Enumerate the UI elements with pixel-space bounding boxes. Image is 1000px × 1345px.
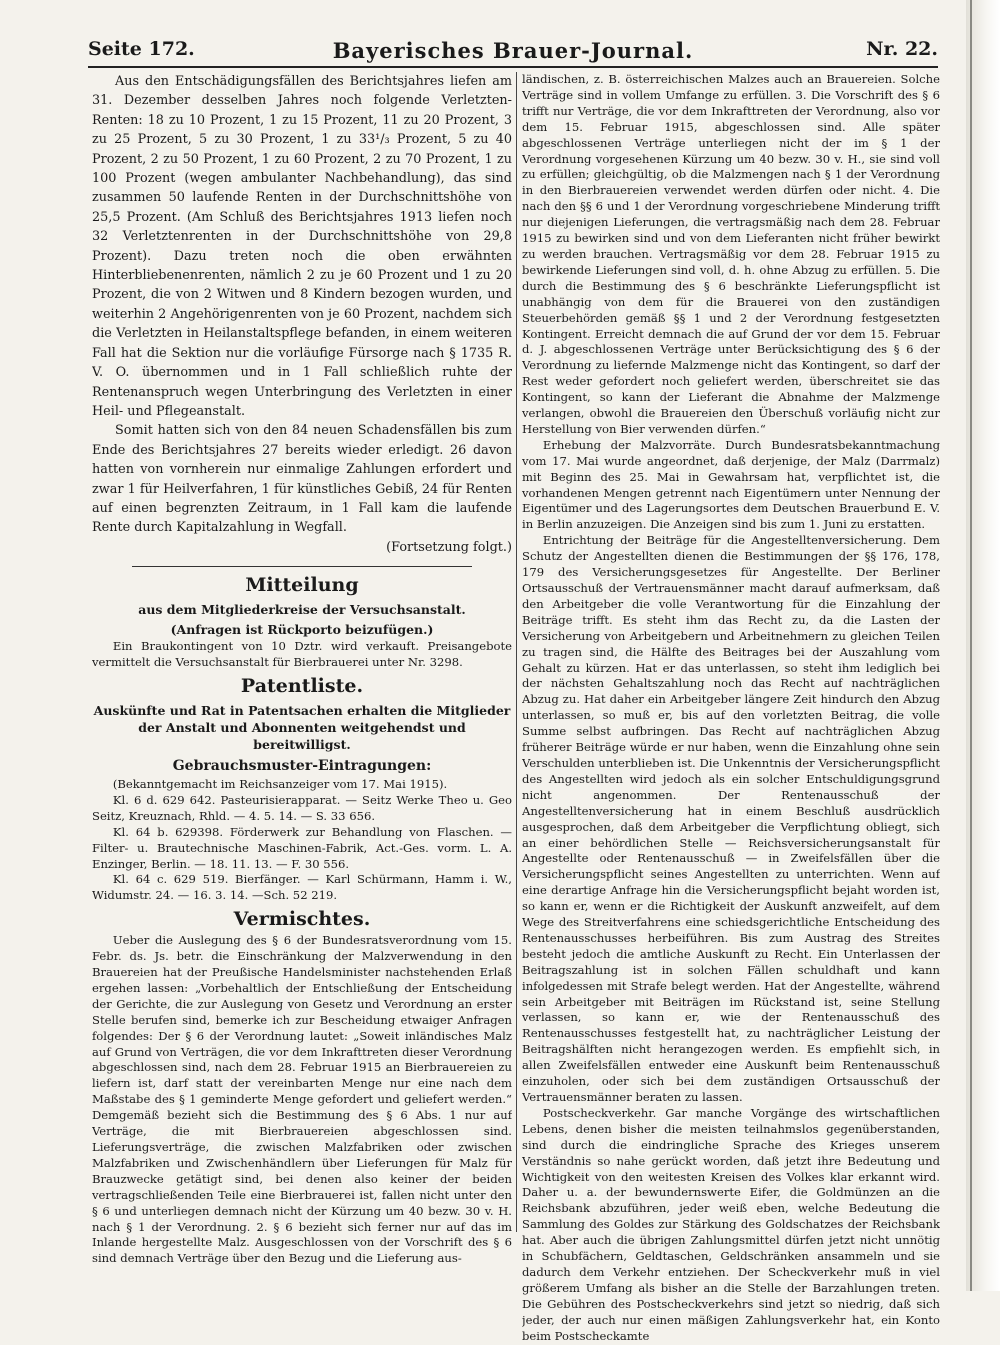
header-rule xyxy=(88,66,938,68)
section-separator xyxy=(132,566,472,567)
journal-title: Bayerisches Brauer-Journal. xyxy=(332,38,694,63)
right-column xyxy=(522,72,940,1345)
gebrauchsmuster-entry: Kl. 6 d. 629 642. Pasteurisierapparat. — Seitz Werke Theo u. Geo Seitz, Kreuznach, Rhld. — 4. 5. 14. — S. 33 656. xyxy=(92,792,512,823)
patent-info: Auskünfte und Rat in Patentsachen erhalten die Mitglieder der Anstalt und Abonnenten weitgehendst und bereitwilligst. xyxy=(93,702,511,752)
article-paragraph: Postscheckverkehr. Gar manche Vorgänge des wirtschaftlichen Lebens, denen bisher die meisten teilnahmslos gegenüberstanden, sind durch die eindringliche Sprache des Krieges unserem Verständnis so nahe gerückt worden, daß jetzt ihre Bedeutung und Wichtigkeit von den weitesten Kreisen des Volkes klar erkannt wird. Daher u. a. der bewundernswerte Eifer, die Goldmünzen an die Reichsbank abzuführen, jeder weiß eben, welche Bedeutung die Sammlung des Goldes zur Stärkung des Goldschatzes der Reichsbank hat. Aber auch die übrigen Zahlungsmittel dürfen jetzt nicht unnötig in Schubfächern, Geldtaschen, Geldschränken ansammeln und sie dadurch dem Verkehr entziehen. Der Scheckverkehr muß in viel größerem Umfang als bisher an die Stelle der Barzahlungen treten. Die Gebühren des Postscheckverkehrs sind jetzt so niedrig, daß sich jeder, der auch nur einen mäßigen Zahlungsverkehr hat, ein Konto beim Postscheckamte xyxy=(522,1105,940,1343)
vermischtes-title: Vermischtes. xyxy=(233,908,371,931)
gebrauchsmuster-title: Gebrauchsmuster-Eintragungen: xyxy=(172,757,432,774)
mitteilung-subtitle: aus dem Mitgliederkreise der Versuchsanstalt. xyxy=(138,602,466,618)
page-number: Seite 172. xyxy=(88,38,195,60)
page-edge-line xyxy=(970,0,972,1291)
mitteilung-note: (Anfragen ist Rückporto beizufügen.) xyxy=(170,622,434,638)
issue-number: Nr. 22. xyxy=(866,38,938,60)
article-paragraph: Entrichtung der Beiträge für die Angestelltenversicherung. Dem Schutz der Angestellten dienen die Bestimmungen der §§ 176, 178, 179 des Versicherungsgesetzes für Angestellte. Der Berliner Ortsausschuß der Vertrauensmänner macht darauf aufmerksam, daß den Arbeitgeber die volle Verantwortung für die Einzahlung der Beiträge trifft. Es steht ihm das Recht zu, da die Lasten der Versicherung von Arbeitgebern und Arbeitnehmern zu gleichen Teilen zu tragen sind, die Hälfte des Beitrages bei der Auszahlung vom Gehalt zu kürzen. Hat er das unterlassen, so steht ihm lediglich bei der nächsten Gehaltszahlung noch das Recht auf nachträglichen Abzug zu. Hat daher ein Arbeitgeber längere Zeit hindurch den Abzug unterlassen, so muß er, bis auf den vorletzten Beitrag, die volle Summe selbst aufbringen. Das Recht auf nachträglichen Abzug früherer Beiträge würde er nur haben, wenn die Einzahlung ohne sein Verschulden unterblieben ist. Die Unkenntnis der Versicherungspflicht des Angestellten wird jedoch als ein solcher Entschuldigungsgrund nicht angenommen. Der Rentenausschuß der Angestelltenversicherung hat in einem Beschluß ausdrücklich ausgesprochen, daß dem Arbeitgeber die Verpflichtung obliegt, sich an einer behördlichen Stelle — Reichsversicherungsanstalt für Angestellte oder Rentenausschuß — in Zweifelsfällen über die Versicherungspflicht seines Angestellten zu unterrichten. Wenn auf eine derartige Anfrage hin die Versicherungspflicht bejaht worden ist, so kann er, wenn er die Richtigkeit der Auskunft anzweifelt, auf dem Wege des Streitverfahrens eine schiedsgerichtliche Entscheidung des Rentenausschusses herbeiführen. Bis zum Austrag des Streites besteht jedoch die amtliche Auskunft zu Recht. Ein Unterlassen der Beitragszahlung ist in solchen Fällen schuldhaft und kann infolgedessen mit Strafe belegt werden. Hat der Angestellte, während sein Arbeitgeber mit Beiträgen im Rückstand ist, seine Stellung verlassen, so kann er, wie der Rentenausschuß des Rentenausschusses festgestellt hat, zu nachträglicher Leistung der Beitragshälften nicht herangezogen werden. Es empfiehlt sich, in allen Zweifelsfällen entweder eine Auskunft beim Rentenausschuß einzuholen, oder sich bei dem zuständigen Ortsausschuß der Vertrauensmänner beraten zu lassen. xyxy=(522,533,940,1104)
gebrauchsmuster-note: (Bekanntgemacht im Reichsanzeiger vom 17. Mai 1915). xyxy=(112,776,448,791)
mitteilung-text: Ein Braukontingent von 10 Dztr. wird verkauft. Preisangebote vermittelt die Versuchsanstalt für Bierbrauerei unter Nr. 3298. xyxy=(92,639,512,670)
gebrauchsmuster-entry: Kl. 64 c. 629 519. Bierfänger. — Karl Schürmann, Hamm i. W., Widumstr. 24. — 16. 3. 14. —Sch. 52 219. xyxy=(92,872,512,903)
article-paragraph: Somit hatten sich von den 84 neuen Schadensfällen bis zum Ende des Berichtsjahres 27 bereits wieder erledigt. 26 davon hatten von vornherein nur einmalige Zahlungen erfordert und zwar 1 für Heilverfahren, 1 für künstliches Gebiß, 24 für Renten auf einen begrenzten Zeitraum, in 1 Fall kam die laufende Rente durch Kapitalzahlung in Wegfall. xyxy=(92,423,512,536)
left-column xyxy=(92,72,512,1267)
mitteilung-title: Mitteilung xyxy=(245,574,359,597)
article-paragraph: Ueber die Auslegung des § 6 der Bundesratsverordnung vom 15. Febr. ds. Js. betr. die Einschränkung der Malzverwendung in den Brauereien hat der Preußische Handelsminister nachstehenden Erlaß ergehen lassen: „Vorbehaltlich der Entschließung der Entscheidung der Gerichte, die zur Auslegung von Gesetz und Verordnung an erster Stelle berufen sind, bemerke ich zur Bescheidung etwaiger Anfragen folgendes: Der § 6 der Verordnung lautet: „Soweit inländisches Malz auf Grund von Verträgen, die vor dem Inkrafttreten dieser Verordnung abgeschlossen sind, nach dem 28. Februar 1915 an Bierbrauereien zu liefern ist, darf statt der vereinbarten Menge nur eine nach dem Maßstabe des § 1 geminderte Menge gefordert und geliefert werden.“ Demgemäß bezieht sich die Bestimmung des § 6 Abs. 1 nur auf Verträge, die mit Bierbrauereien abgeschlossen sind. Lieferungsverträge, die zwischen Malzfabriken oder zwischen Malzfabriken und Zwischenhändlern über Lieferungen für Malz für Brauzwecke getätigt sind, bei denen also keiner der beiden vertragschließenden Teile eine Bierbrauerei ist, fallen nicht unter den § 6 und unterliegen demnach nicht der Kürzung um 40 bezw. 30 v. H. nach § 1 der Verordnung. 2. § 6 bezieht sich ferner nur auf das im Inlande hergestellte Malz. Ausgeschlossen von der Vorschrift des § 6 sind demnach Verträge über den Bezug und die Lieferung aus- xyxy=(92,933,512,1266)
patent-title: Patentliste. xyxy=(240,674,364,697)
continuation-note: (Fortsetzung folgt.) xyxy=(386,539,512,555)
article-paragraph: Aus den Entschädigungsfällen des Berichtsjahres liefen am 31. Dezember desselben Jahres noch folgende Verletzten-Renten: 18 zu 10 Prozent, 1 zu 15 Prozent, 11 zu 20 Prozent, 3 zu 25 Prozent, 5 zu 30 Prozent, 1 zu 33¹/₃ Prozent, 5 zu 40 Prozent, 2 zu 50 Prozent, 1 zu 60 Prozent, 2 zu 70 Prozent, 1 zu 100 Prozent (wegen ambulanter Nachbehandlung), das sind zusammen 50 laufende Renten in der Durchschnittshöhe von 25,5 Prozent. (Am Schluß des Berichtsjahres 1913 liefen noch 32 Verletztenrenten in der Durchschnittshöhe von 29,8 Prozent). Dazu treten noch die oben erwähnten Hinterbliebenenrenten, nämlich 2 zu je 60 Prozent und 1 zu 20 Prozent, die von 2 Witwen und 8 Kindern bezogen wurden, und weiterhin 2 Angehörigenrenten von je 60 Prozent, nachdem sich die Verletzten in Heilanstaltspflege befanden, in einem weiteren Fall hat die Sektion nur die vorläufige Fürsorge nach § 1735 R. V. O. übernommen und in 1 Fall schließlich ruhte der Rentenanspruch wegen Unterbringung des Verletzten in einer Heil- und Pflegeanstalt. xyxy=(92,74,512,419)
gebrauchsmuster-entry: Kl. 64 b. 629398. Förderwerk zur Behandlung von Flaschen. — Filter- u. Brautechnische Maschinen-Fabrik, Act.-Ges. vorm. L. A. Enzinger, Berlin. — 18. 11. 13. — F. 30 556. xyxy=(92,824,512,871)
column-divider xyxy=(516,72,517,1232)
article-paragraph: ländischen, z. B. österreichischen Malzes auch an Brauereien. Solche Verträge sind in vollem Umfange zu erfüllen. 3. Die Vorschrift des § 6 trifft nur Verträge, die vor dem Inkrafttreten der Verordnung, also vor dem 15. Februar 1915, abgeschlossen sind. Alle später abgeschlossenen Verträge unterliegen nicht der im § 1 der Verordnung vorgesehenen Kürzung um 40 bezw. 30 v. H., sie sind voll zu erfüllen; gleichgültig, ob die Malzmengen nach § 1 der Verordnung in den Bierbrauereien verwendet werden dürfen oder nicht. 4. Die nach den §§ 6 und 1 der Verordnung vorgeschriebene Minderung trifft nur diejenigen Lieferungen, die vertragsmäßig nach dem 28. Februar 1915 zu bewirken sind und von dem Lieferanten nicht früher bewirkt zu werden brauchen. Vertragsmäßig vor dem 28. Februar 1915 zu bewirkende Lieferungen sind voll, d. h. ohne Abzug zu erfüllen. 5. Die durch die Bestimmung des § 6 beschränkte Lieferungspflicht ist unabhängig von dem für die Brauerei von den zuständigen Steuerbehörden gemäß §§ 1 und 2 der Verordnung festgesetzten Kontingent. Erreicht demnach die auf Grund der vor dem 15. Februar d. J. abgeschlossenen Verträge unter Berücksichtigung des § 6 der Verordnung zu liefernde Malzmenge nicht das Kontingent, so darf der Rest weder gefordert noch geliefert werden, überschreitet sie das Kontingent, so kann der Lieferant die Abnahme der Malzmenge verlangen, obwohl die Brauereien den Überschuß vorläufig nicht zur Herstellung von Bier verwenden dürfen.“ xyxy=(522,72,940,436)
article-paragraph: Erhebung der Malzvorräte. Durch Bundesratsbekanntmachung vom 17. Mai wurde angeordnet, daß derjenige, der Malz (Darrmalz) mit Beginn des 25. Mai in Gewahrsam hat, verpflichtet ist, die vorhandenen Mengen getrennt nach Eigentümern unter Nennung der Eigentümer und des Lagerungsortes dem Deutschen Brauerbund E. V. in Berlin anzuzeigen. Die Anzeigen sind bis zum 1. Juni zu erstatten. xyxy=(522,437,940,532)
